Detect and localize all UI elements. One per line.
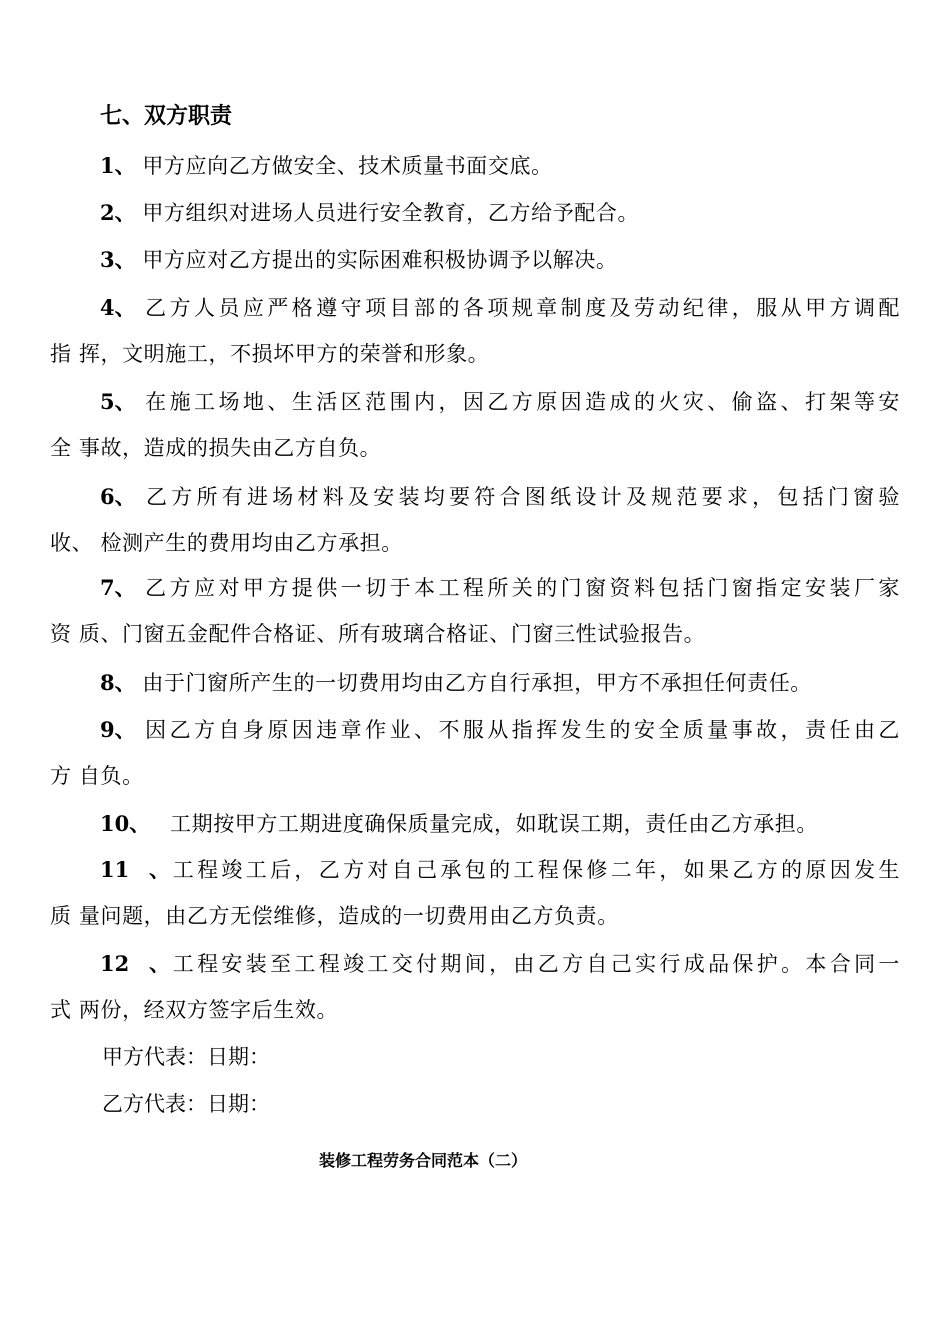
clause-6 xyxy=(50,473,900,567)
clause-number: 6、 xyxy=(100,484,136,509)
clause-8 xyxy=(50,659,900,706)
clause-text: 甲方应对乙方提出的实际困难积极协调予以解决。 xyxy=(142,248,618,272)
clause-2 xyxy=(50,189,900,236)
clause-text-continued: 式 两份，经双方签字后生效。 xyxy=(50,998,339,1022)
section-heading: 七、双方职责 xyxy=(100,103,233,129)
clause-number: 1、 xyxy=(100,153,136,178)
clause-number: 4、 xyxy=(100,295,136,320)
clause-number: 11、 xyxy=(100,857,170,882)
clause-7 xyxy=(50,564,900,658)
clause-text: 甲方组织对进场人员进行安全教育，乙方给予配合。 xyxy=(142,201,640,225)
clause-12 xyxy=(50,940,900,1034)
clause-text-continued: 指 挥，文明施工，不损坏甲方的荣誉和形象。 xyxy=(50,342,490,366)
clause-text: 工程安装至工程竣工交付期间，由乙方自己实行成品保护。本合同一 xyxy=(170,952,900,976)
clause-text: 乙方应对甲方提供一切于本工程所关的门窗资料包括门窗指定安装厂家 xyxy=(145,576,900,600)
clause-4 xyxy=(50,284,900,378)
party-b-signature-line: 乙方代表：日期： xyxy=(102,1092,270,1116)
clause-text: 在施工场地、生活区范围内，因乙方原因造成的火灾、偷盗、打架等安 xyxy=(145,390,900,414)
clause-number: 3、 xyxy=(100,247,136,272)
clause-11 xyxy=(50,846,900,940)
clause-text-continued: 资 质、门窗五金配件合格证、所有玻璃合格证、门窗三性试验报告。 xyxy=(50,622,706,646)
clause-number: 7、 xyxy=(100,575,136,600)
clause-1 xyxy=(50,142,900,189)
clause-text-continued: 全 事故，造成的损失由乙方自负。 xyxy=(50,436,382,460)
clause-text: 由于门窗所产生的一切费用均由乙方自行承担，甲方不承担任何责任。 xyxy=(142,671,812,695)
clause-10 xyxy=(50,800,900,847)
clause-number: 8、 xyxy=(100,670,136,695)
party-a-signature-line: 甲方代表：日期： xyxy=(102,1045,270,1069)
clause-text: 乙方所有进场材料及安装均要符合图纸设计及规范要求，包括门窗验 xyxy=(145,485,900,509)
clause-text: 甲方应向乙方做安全、技术质量书面交底。 xyxy=(142,154,553,178)
clause-9 xyxy=(50,706,900,800)
clause-text: 因乙方自身原因违章作业、不服从指挥发生的安全质量事故，责任由乙 xyxy=(145,718,900,742)
clause-text: 乙方人员应严格遵守项目部的各项规章制度及劳动纪律，服从甲方调配 xyxy=(145,296,900,320)
clause-5 xyxy=(50,378,900,472)
clause-text: 工程竣工后，乙方对自己承包的工程保修二年，如果乙方的原因发生 xyxy=(170,858,900,882)
next-document-title: 装修工程劳务合同范本（二） xyxy=(318,1151,527,1170)
clause-text-continued: 质 量问题，由乙方无偿维修，造成的一切费用由乙方负责。 xyxy=(50,904,619,928)
clause-number: 2、 xyxy=(100,200,136,225)
clause-text: 工期按甲方工期进度确保质量完成，如耽误工期，责任由乙方承担。 xyxy=(170,812,818,836)
clause-text-continued: 方 自负。 xyxy=(50,764,144,788)
clause-number: 9、 xyxy=(100,717,136,742)
clause-number: 12、 xyxy=(100,951,170,976)
clause-3 xyxy=(50,236,900,283)
clause-text-continued: 收、 检测产生的费用均由乙方承担。 xyxy=(50,531,403,555)
clause-number: 10、 xyxy=(100,811,151,836)
clause-number: 5、 xyxy=(100,389,136,414)
